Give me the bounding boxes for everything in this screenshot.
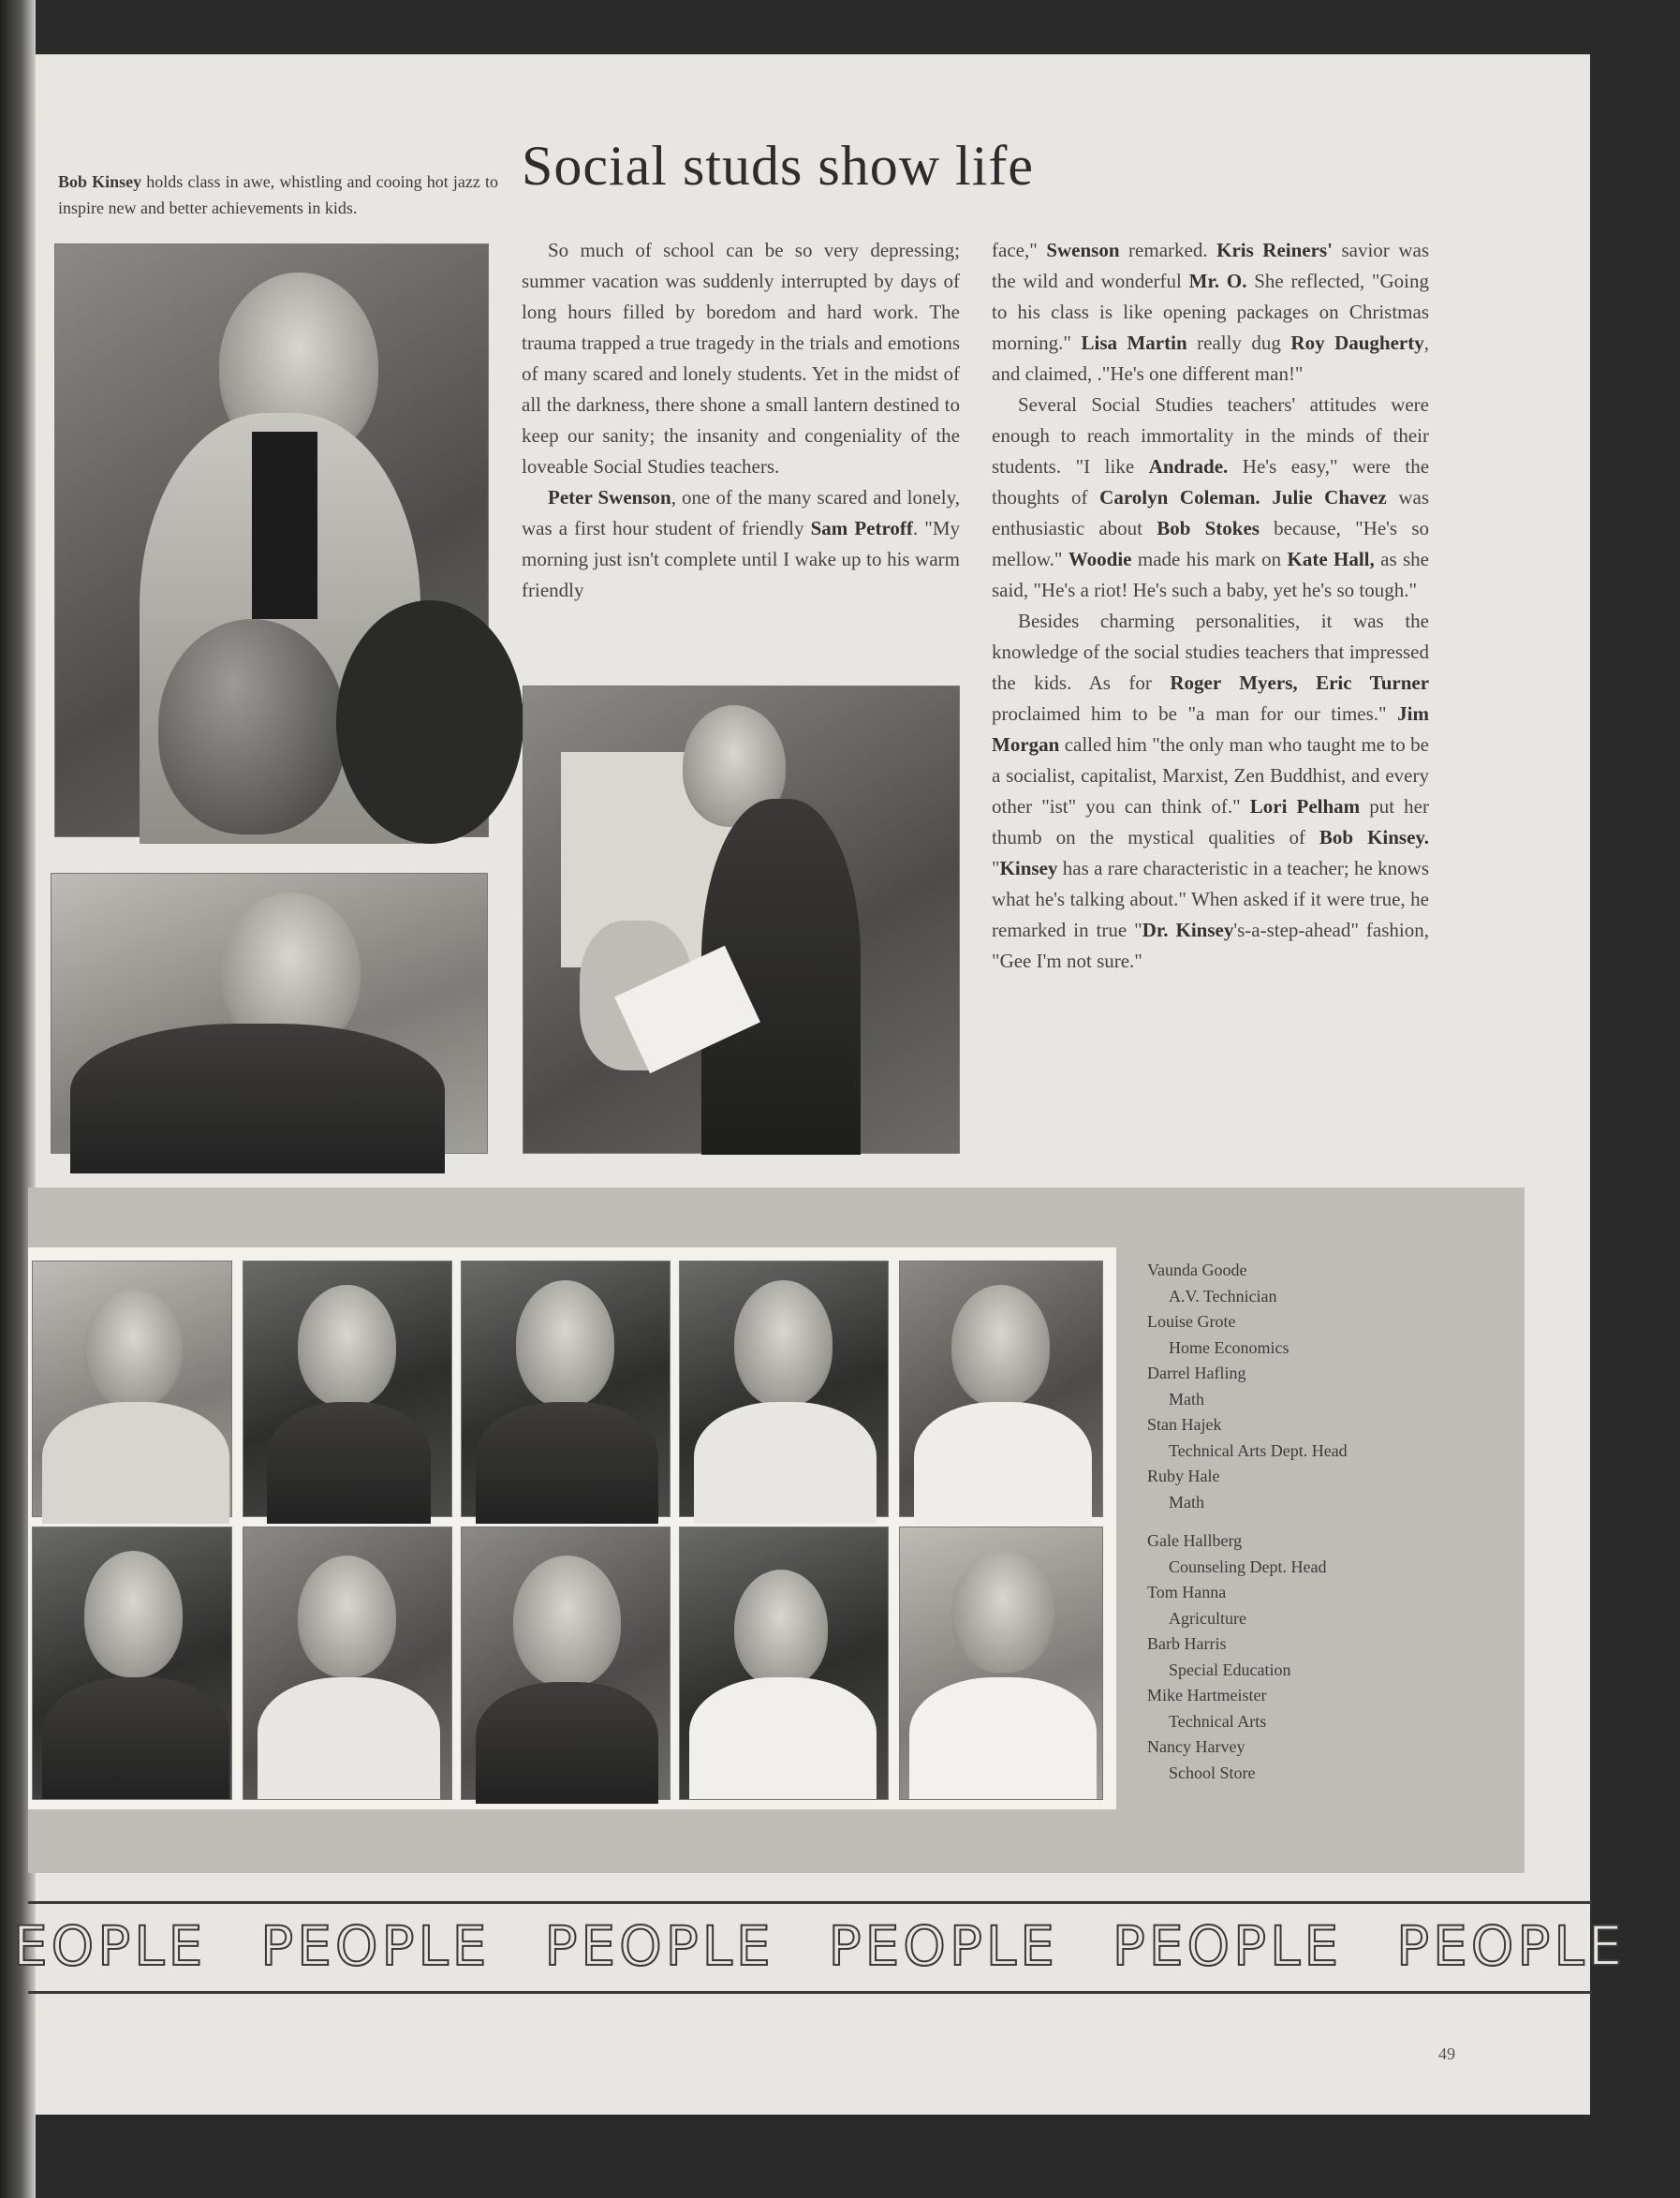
story-paragraph: Several Social Studies teachers' attitudes were enough to reach immortality in the minds of their students. "I like Andrade. He's easy," were the thoughts of Carolyn Coleman. Julie Chavez was enthusiastic about Bob Stokes because, "He's so mellow." Woodie made his mark on Kate Hall, as she said, "He's a riot! He's such a baby, yet he's so tough." [992, 393, 1430, 601]
staff-entry: Nancy Harvey School Store [1147, 1737, 1256, 1782]
caption-text: holds class in awe, whistling and cooing hot jazz to inspire new and better achievements in kids. [58, 172, 498, 217]
banner-word: PEOPLE [544, 1914, 774, 1978]
portrait-grid [28, 1247, 1116, 1809]
banner-word: PEOPLE [1396, 1914, 1627, 1978]
story-paragraph: Peter Swenson, one of the many scared and lonely, was a first hour student of friendly Sam Petroff. "My morning just isn't complete until I wake up to his warm friendly [522, 486, 961, 601]
portrait [243, 1527, 452, 1800]
staff-entry: Barb Harris Special Education [1147, 1634, 1291, 1679]
portrait [32, 1261, 232, 1517]
staff-name-list [1147, 1258, 1348, 1786]
staff-entry: Gale Hallberg Counseling Dept. Head [1147, 1531, 1327, 1576]
banner-word: PEOPLE [1112, 1914, 1343, 1978]
staff-entry: Ruby Hale Math [1147, 1467, 1220, 1512]
portrait [461, 1527, 671, 1800]
banner-top-rule [28, 1901, 1592, 1904]
staff-entry: Stan Hajek Technical Arts Dept. Head [1147, 1415, 1348, 1460]
staff-entry: Tom Hanna Agriculture [1147, 1583, 1246, 1628]
portrait [243, 1261, 452, 1517]
portrait [461, 1261, 671, 1517]
photo-teacher-on-phone [51, 873, 488, 1154]
people-banner [0, 1914, 1627, 1989]
portrait [679, 1261, 889, 1517]
banner-word: PEOPLE [260, 1914, 491, 1978]
portrait [899, 1261, 1103, 1517]
story-paragraph: So much of school can be so very depressing; summer vacation was suddenly interrupted by days of long hours filled by boredom and hard work. The trauma trapped a true tragedy in the trials and emotions of many scared and lonely students. Yet in the midst of all the darkness, there shone a small lantern destined to keep our sanity; the insanity and congeniality of the loveable Social Studies teachers. [522, 239, 960, 478]
story-paragraph: Besides charming personalities, it was the knowledge of the social studies teachers that impressed the kids. As for Roger Myers, Eric Turner proclaimed him to be "a man for our times." Jim Morgan called him "the only man who taught me to be a socialist, capitalist, Marxist, Zen Buddhist, and every other "ist" you can think of." Lori Pelham put her thumb on the mystical qualities of Bob Kinsey. "Kinsey has a rare characteristic in a teacher; he knows what he's talking about." When asked if it were true, he remarked in true "Dr. Kinsey's-a-step-ahead" fashion, "Gee I'm not sure." [992, 610, 1430, 972]
banner-word: PEOPLE [828, 1914, 1058, 1978]
story-column-1 [522, 235, 960, 606]
photo-caption [58, 169, 498, 221]
portrait [679, 1527, 889, 1800]
photo-bob-kinsey [54, 243, 489, 837]
staff-entry: Vaunda Goode A.V. Technician [1147, 1261, 1277, 1306]
caption-name: Bob Kinsey [58, 172, 142, 191]
banner-bottom-rule [28, 1991, 1592, 1994]
page-title: Social studs show life [522, 135, 1034, 197]
staff-entry: Mike Hartmeister Technical Arts [1147, 1686, 1267, 1731]
banner-word: EOPLE [13, 1914, 207, 1978]
portrait [32, 1527, 232, 1800]
portrait [899, 1527, 1103, 1800]
photo-teacher-at-desk [523, 686, 960, 1154]
story-paragraph: face," Swenson remarked. Kris Reiners' savior was the wild and wonderful Mr. O. She reflected, "Going to his class is like opening packages on Christmas morning." Lisa Martin really dug Roy Daugherty, and claimed, ."He's one different man!" [992, 239, 1429, 385]
staff-entry: Darrel Hafling Math [1147, 1364, 1246, 1409]
page-number: 49 [1438, 2044, 1455, 2063]
story-column-2 [992, 235, 1429, 977]
staff-entry: Louise Grote Home Economics [1147, 1312, 1289, 1357]
